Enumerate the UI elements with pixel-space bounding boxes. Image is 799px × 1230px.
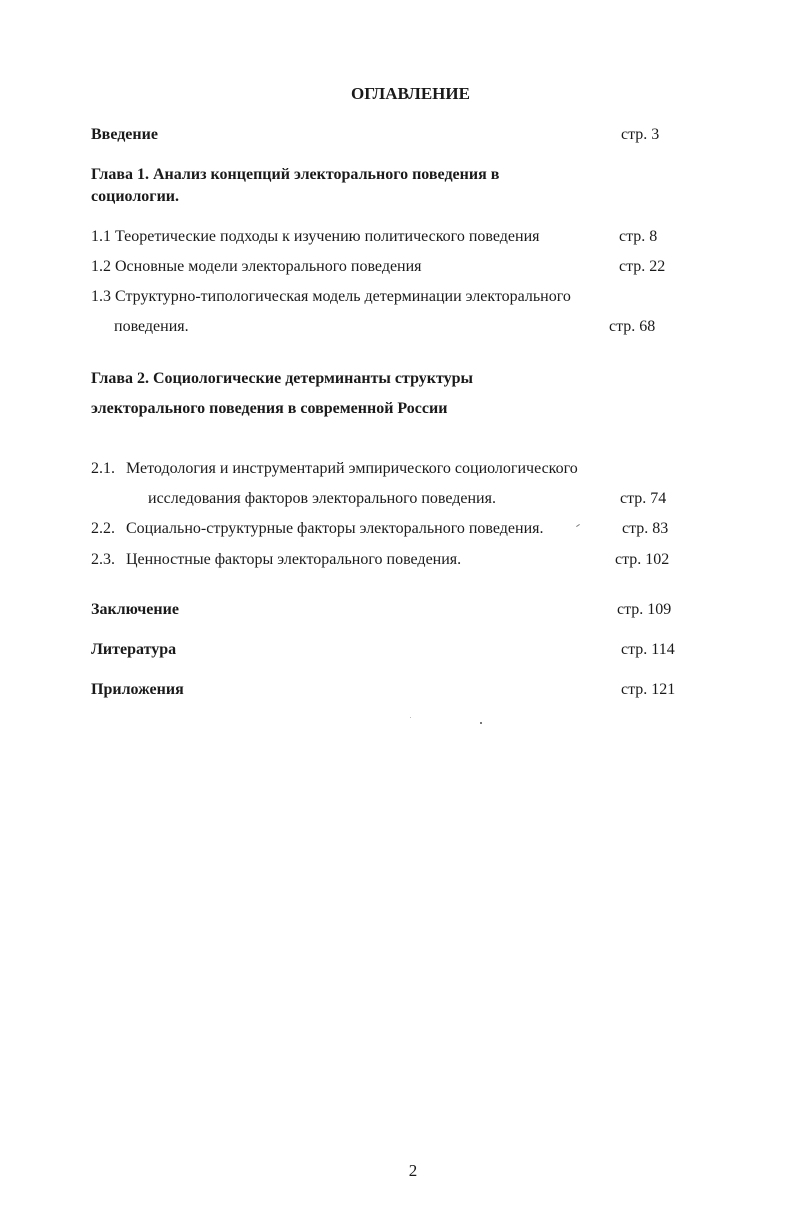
toc-section-1-3-text-line1: 1.3 Структурно-типологическая модель детерминации электорального bbox=[91, 288, 571, 305]
toc-literature-page: стр. 114 bbox=[621, 641, 675, 658]
chapter2-heading-line2: электорального поведения в современной России bbox=[91, 400, 448, 417]
toc-section-2-1-text-line2: исследования факторов электорального поведения. bbox=[148, 490, 496, 507]
toc-section-2-1-page: стр. 74 bbox=[620, 490, 667, 507]
chapter2-heading-line1: Глава 2. Социологические детерминанты структуры bbox=[91, 370, 474, 387]
toc-section-1-3-text-line2: поведения. bbox=[114, 318, 189, 335]
toc-section-1-1-page: стр. 8 bbox=[619, 228, 658, 245]
toc-appendices-page: стр. 121 bbox=[621, 681, 676, 698]
toc-section-2-3-number: 2.3. bbox=[91, 551, 115, 568]
toc-section-2-1-number: 2.1. bbox=[91, 460, 115, 477]
toc-section-1-3-page: стр. 68 bbox=[609, 318, 656, 335]
toc-section-1-2-page: стр. 22 bbox=[619, 258, 666, 275]
toc-section-1-1-text: 1.1 Теоретические подходы к изучению политического поведения bbox=[91, 228, 540, 245]
scan-speck bbox=[480, 722, 482, 724]
toc-section-2-1-text-line1: Методология и инструментарий эмпирического социологического bbox=[126, 460, 578, 477]
scan-speck bbox=[410, 717, 411, 718]
toc-section-1-2-text: 1.2 Основные модели электорального поведения bbox=[91, 258, 422, 275]
toc-appendices-label: Приложения bbox=[91, 681, 184, 698]
page-number: 2 bbox=[408, 1161, 418, 1180]
toc-literature-label: Литература bbox=[91, 641, 177, 658]
scan-speck bbox=[576, 524, 580, 527]
toc-section-2-2-number: 2.2. bbox=[91, 520, 115, 537]
chapter1-heading-line2: социологии. bbox=[91, 188, 180, 205]
toc-section-2-3-page: стр. 102 bbox=[615, 551, 670, 568]
page-title: ОГЛАВЛЕНИЕ bbox=[351, 84, 470, 103]
toc-introduction-page: стр. 3 bbox=[621, 126, 660, 143]
toc-conclusion-page: стр. 109 bbox=[617, 601, 672, 618]
toc-section-2-2-page: стр. 83 bbox=[622, 520, 669, 537]
chapter1-heading-line1: Глава 1. Анализ концепций электорального поведения в bbox=[91, 166, 500, 183]
toc-section-2-3-text: Ценностные факторы электорального поведения. bbox=[126, 551, 462, 568]
toc-section-2-2-text: Социально-структурные факторы электорального поведения. bbox=[126, 520, 544, 537]
toc-conclusion-label: Заключение bbox=[91, 601, 179, 618]
toc-introduction-label: Введение bbox=[91, 126, 158, 143]
